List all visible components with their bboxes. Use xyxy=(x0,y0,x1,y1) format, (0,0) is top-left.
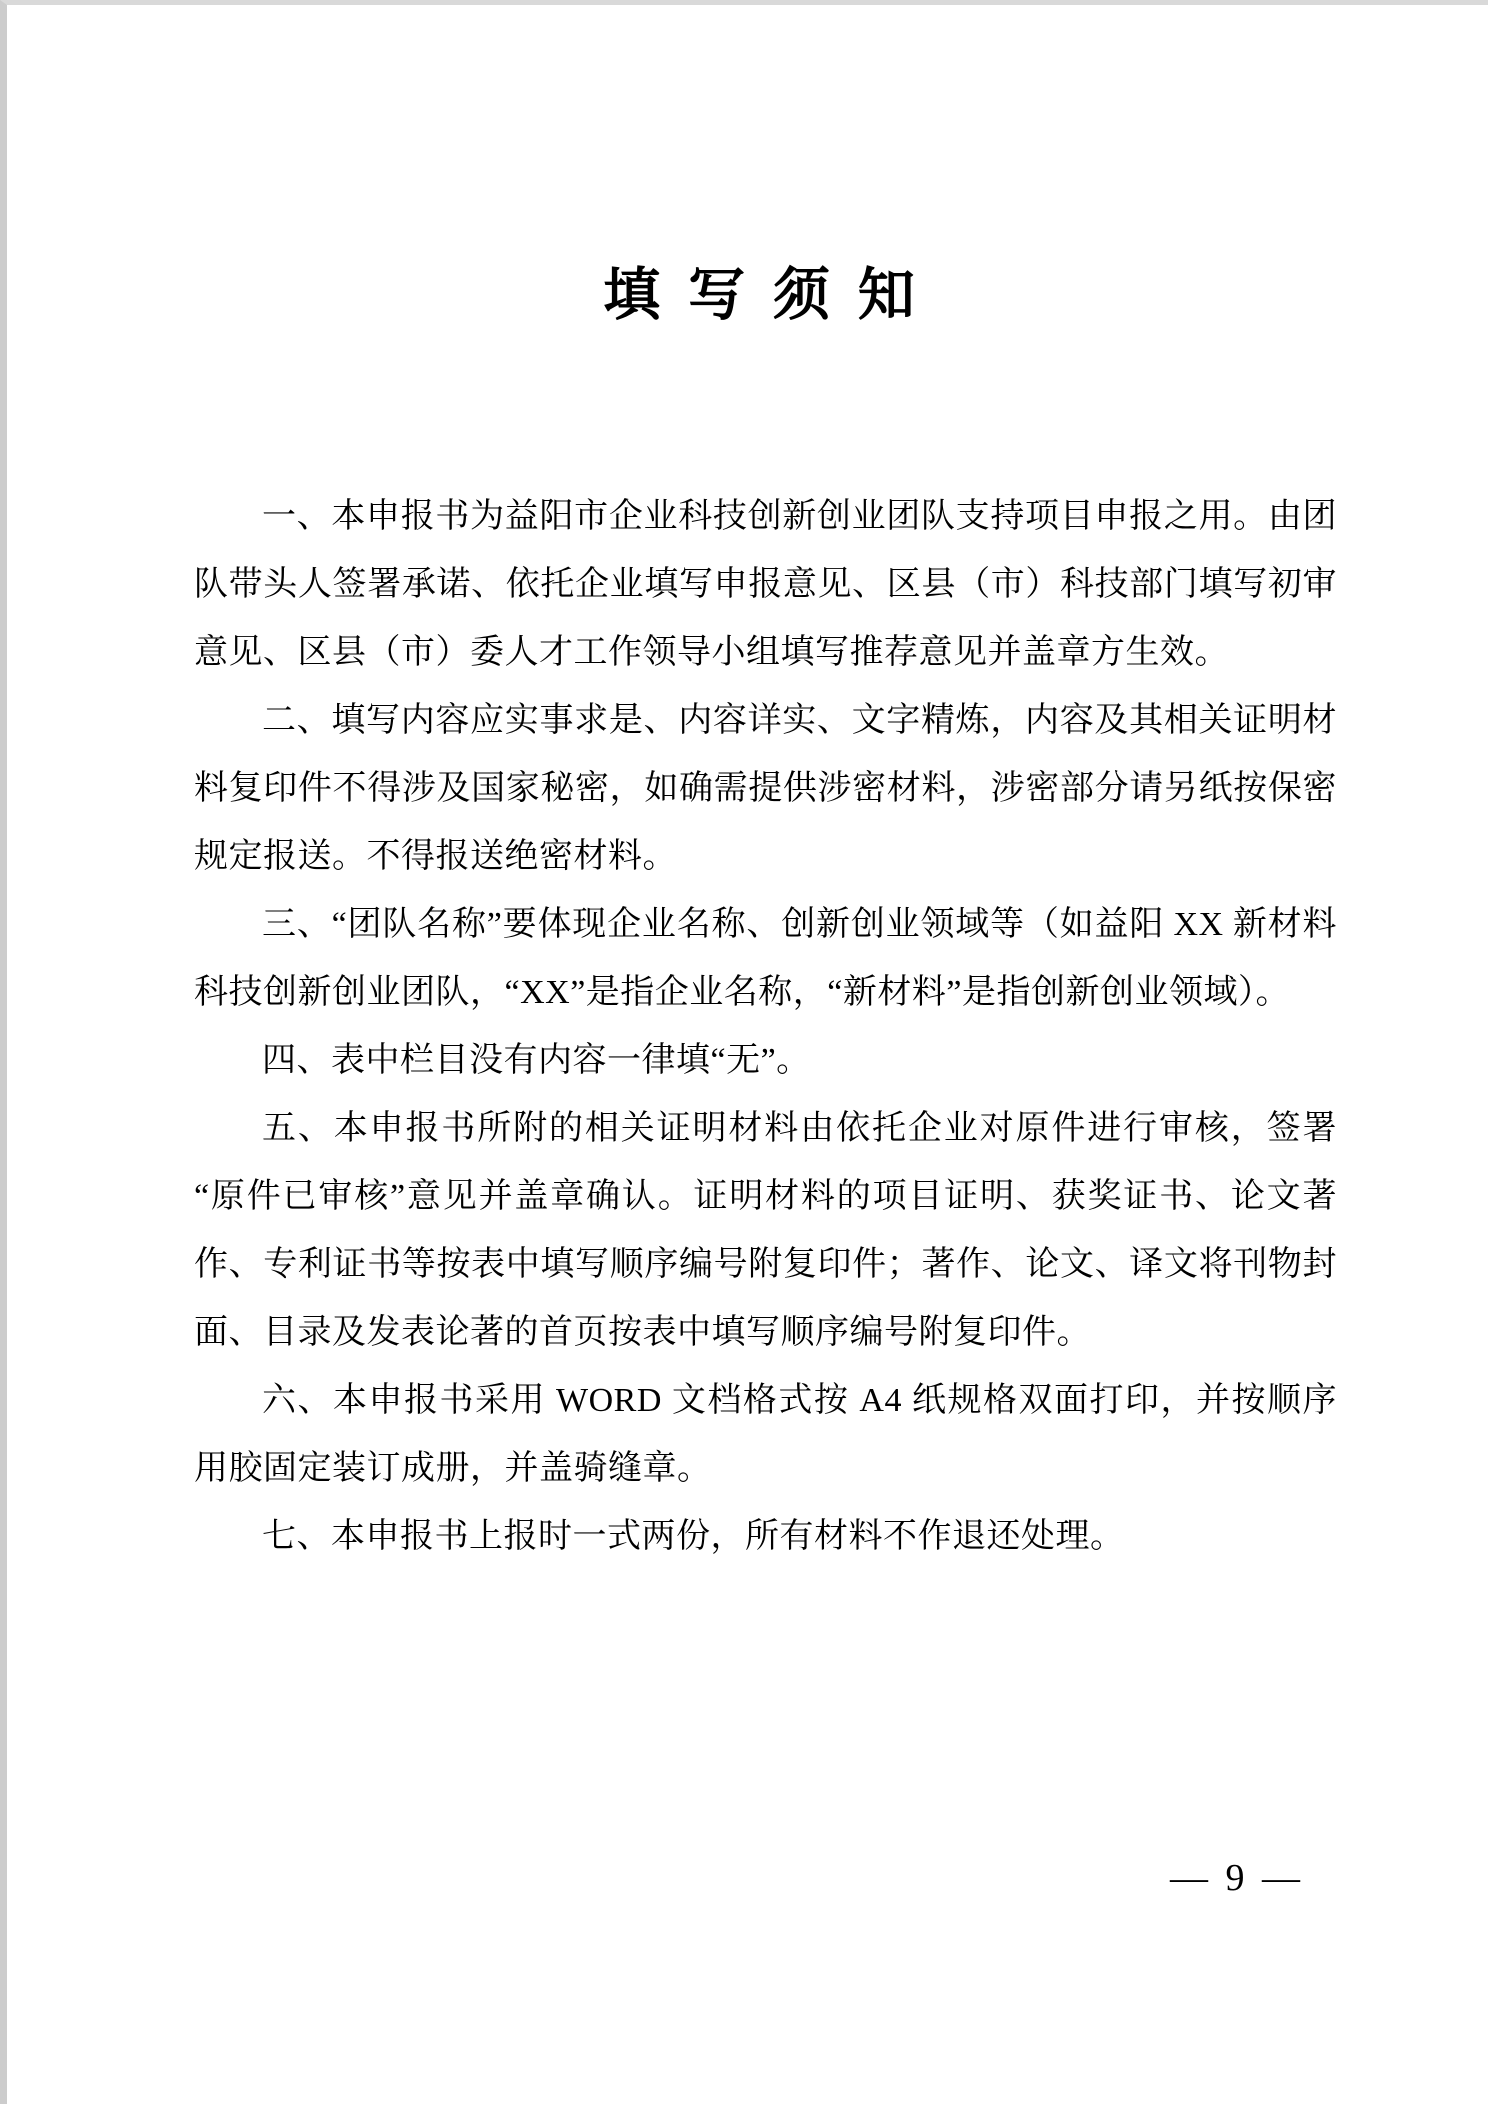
paragraph: 六、本申报书采用 WORD 文档格式按 A4 纸规格双面打印，并按顺序用胶固定装订成册，并盖骑缝章。 xyxy=(194,1382,1337,1487)
page-number: — 9 — xyxy=(1170,1857,1304,1899)
paragraph: 五、本申报书所附的相关证明材料由依托企业对原件进行审核，签署“原件已审核”意见并盖章确认。证明材料的项目证明、获奖证书、论文著作、专利证书等按表中填写顺序编号附复印件；著作、论文、译文将刊物封面、目录及发表论著的首页按表中填写顺序编号附复印件。 xyxy=(194,1110,1337,1351)
instructions-body xyxy=(194,483,1337,1571)
paragraph: 七、本申报书上报时一式两份，所有材料不作退还处理。 xyxy=(262,1518,1125,1555)
paragraph: 一、本申报书为益阳市企业科技创新创业团队支持项目申报之用。由团队带头人签署承诺、依托企业填写申报意见、区县（市）科技部门填写初审意见、区县（市）委人才工作领导小组填写推荐意见并盖章方生效。 xyxy=(194,498,1337,671)
paragraph: 三、“团队名称”要体现企业名称、创新创业领域等（如益阳 XX 新材料科技创新创业团队，“XX”是指企业名称，“新材料”是指创新创业领域）。 xyxy=(194,906,1337,1011)
page-title: 填 写 须 知 xyxy=(603,263,921,327)
paragraph: 四、表中栏目没有内容一律填“无”。 xyxy=(262,1042,811,1079)
paragraph: 二、填写内容应实事求是、内容详实、文字精炼，内容及其相关证明材料复印件不得涉及国家秘密，如确需提供涉密材料，涉密部分请另纸按保密规定报送。不得报送绝密材料。 xyxy=(194,702,1337,875)
